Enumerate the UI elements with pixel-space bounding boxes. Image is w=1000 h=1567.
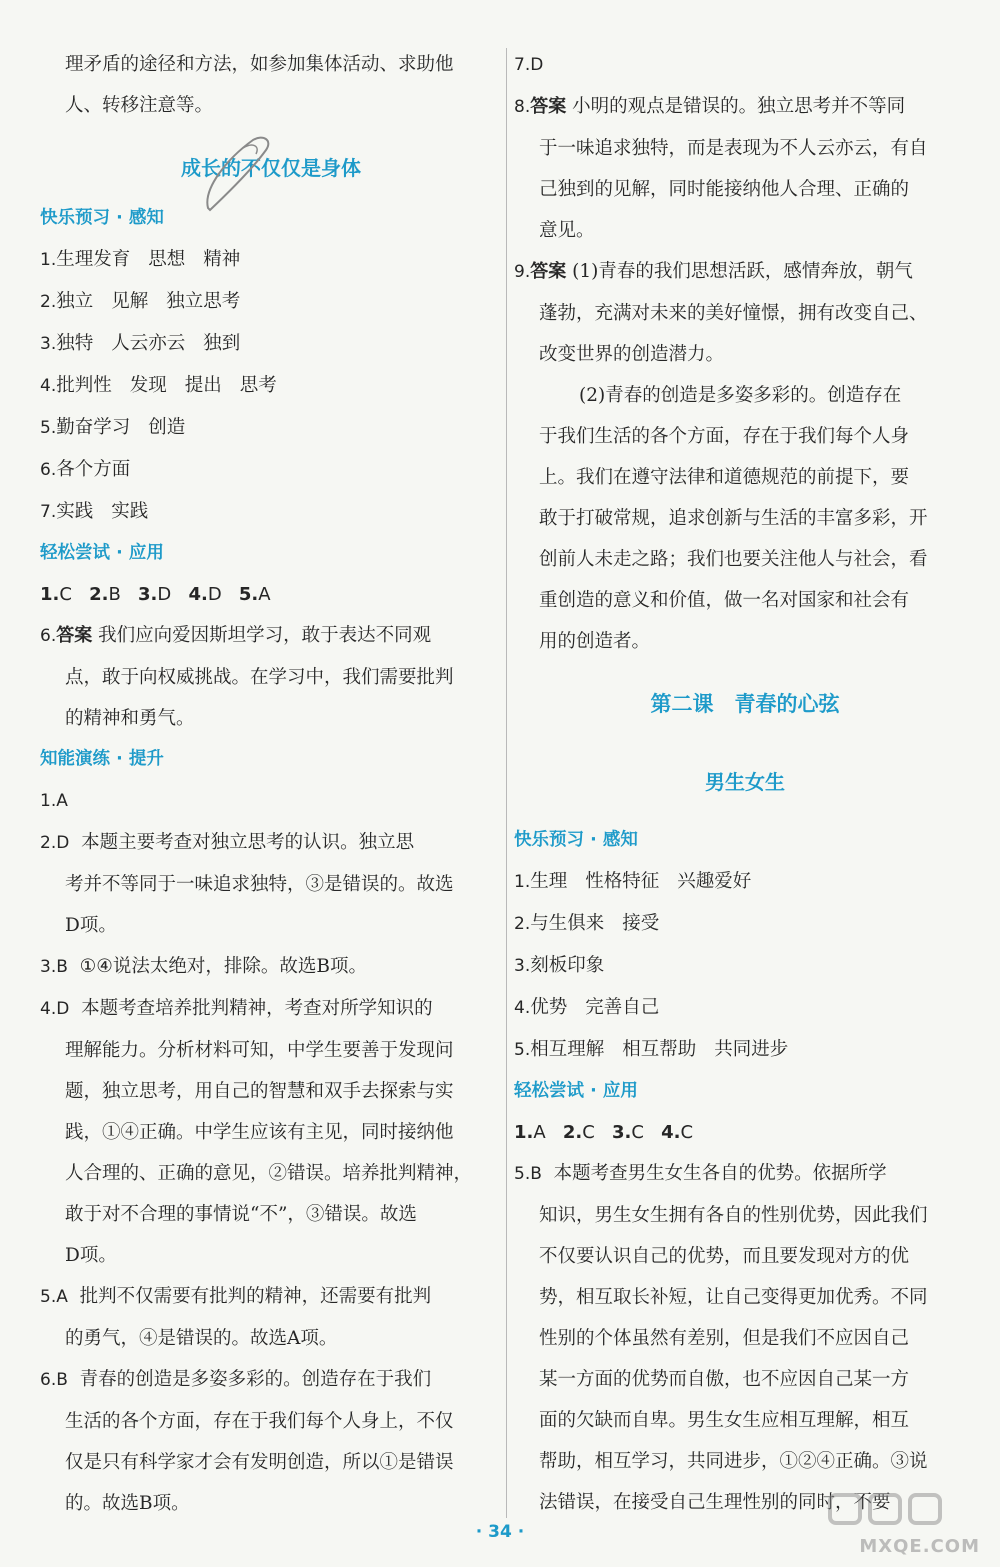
text-line: 创前人未走之路；我们也要关注他人与社会，看	[539, 549, 928, 570]
drill-answers	[40, 780, 502, 1524]
list-item: 1.生理 性格特征 兴趣爱好	[514, 871, 752, 892]
text-line: (2)青春的创造是多姿多彩的。创造存在	[579, 385, 902, 406]
lesson-title: 第二课 青春的心弦	[650, 692, 840, 716]
text-line: 的。故选B项。	[65, 1493, 190, 1514]
list-item: 3.刻板印象	[514, 955, 605, 976]
text-line: 面的欠缺而自卑。男生女生应相互理解，相互	[539, 1410, 910, 1431]
drill-item: 4.D 本题考查培养批判精神，考查对所学知识的	[40, 998, 433, 1019]
text-line: 于一味追求独特，而是表现为不人云亦云，有自	[539, 138, 928, 159]
list-item: 4.优势 完善自己	[514, 997, 660, 1018]
answer-item: 7.D	[514, 55, 544, 75]
text-line: 知识，男生女生拥有各自的性别优势，因此我们	[539, 1205, 928, 1226]
text-line: 生活的各个方面，存在于我们每个人身上，不仅	[65, 1411, 454, 1432]
mc-answers	[514, 1112, 976, 1523]
pencil-scribble-icon	[198, 128, 278, 218]
text-line: 改变世界的创造潜力。	[539, 344, 725, 365]
text-line: 敢于对不合理的事情说“不”，③错误。故选	[65, 1204, 417, 1225]
answer-item: 5.B 本题考查男生女生各自的优势。依据所学	[514, 1163, 887, 1184]
drill-item: 2.D 本题主要考查对独立思考的认识。独立思	[40, 832, 415, 853]
text-line: 的勇气，④是错误的。故选A项。	[65, 1328, 338, 1349]
mc-answer-row: 1.C 2.B 3.D 4.D 5.A	[40, 584, 271, 605]
text-line: 帮助，相互学习，共同进步，①②④正确。③说	[539, 1451, 928, 1472]
drill-item: 5.A 批判不仅需要有批判的精神，还需要有批判	[40, 1286, 432, 1307]
intro-paragraph	[40, 44, 502, 126]
text-line: 法错误，在接受自己生理性别的同时，不要	[539, 1492, 891, 1513]
sub-heading-apply: 轻松尝试 · 应用	[40, 543, 164, 563]
drill-item: 3.B ①④说法太绝对，排除。故选B项。	[40, 956, 367, 977]
text-line: 重创造的意义和价值，做一名对国家和社会有	[539, 590, 910, 611]
list-item: 5.相互理解 相互帮助 共同进步	[514, 1039, 789, 1060]
text-line: D项。	[65, 915, 117, 936]
right-answers	[514, 44, 976, 662]
text-line: 于我们生活的各个方面，存在于我们每个人身	[539, 426, 910, 447]
list-item: 1.生理发育 思想 精神	[40, 249, 241, 270]
answer-line: 点，敢于向权威挑战。在学习中，我们需要批判	[65, 667, 454, 688]
text-line: 考并不等同于一味追求独特，③是错误的。故选	[65, 874, 454, 895]
drill-item: 6.B 青春的创造是多姿多彩的。创造存在于我们	[40, 1369, 432, 1390]
preview-list	[514, 861, 976, 1071]
text-line: 理解能力。分析材料可知，中学生要善于发现问	[65, 1040, 454, 1061]
sub-heading-apply: 轻松尝试 · 应用	[514, 1081, 638, 1101]
text-line: 敢于打破常规，追求创新与生活的丰富多彩，开	[539, 508, 928, 529]
page-number: · 34 ·	[475, 1522, 525, 1542]
sub-heading-preview: 快乐预习 · 感知	[40, 208, 164, 228]
section-title: 男生女生	[705, 770, 785, 794]
answer-line: 6.答案 我们应向爱因斯坦学习，敢于表达不同观	[40, 625, 432, 646]
text-line: 不仅要认识自己的优势，而且要发现对方的优	[539, 1246, 910, 1267]
text-line: 己独到的见解，同时能接纳他人合理、正确的	[539, 179, 910, 200]
list-item: 5.勤奋学习 创造	[40, 417, 186, 438]
left-column	[40, 44, 502, 1524]
text-line: 上。我们在遵守法律和道德规范的前提下，要	[539, 467, 910, 488]
list-item: 3.独特 人云亦云 独到	[40, 333, 241, 354]
section-title: 成长的不仅仅是身体	[181, 156, 361, 180]
text-line: D项。	[65, 1245, 117, 1266]
watermark-text: MXQE.COM	[859, 1536, 980, 1557]
answer-item: 9.答案 (1)青春的我们思想活跃，感情奔放，朝气	[514, 261, 913, 282]
mc-answers	[40, 574, 502, 739]
text-line: 蓬勃，充满对未来的美好憧憬，拥有改变自己、	[539, 303, 928, 324]
text-line: 用的创造者。	[539, 631, 651, 652]
text-line: 意见。	[539, 220, 595, 241]
sub-heading-drill: 知能演练 · 提升	[40, 749, 164, 769]
list-item: 7.实践 实践	[40, 501, 149, 522]
text-line: 人合理的、正确的意见，②错误。培养批判精神，	[65, 1163, 473, 1184]
text-line: 践，①④正确。中学生应该有主见，同时接纳他	[65, 1122, 454, 1143]
list-item: 2.与生俱来 接受	[514, 913, 660, 934]
text-line: 人、转移注意等。	[65, 95, 214, 116]
answer-item: 8.答案 小明的观点是错误的。独立思考并不等同	[514, 96, 906, 117]
preview-list	[40, 239, 502, 533]
text-line: 理矛盾的途径和方法，如参加集体活动、求助他	[65, 54, 454, 75]
answer-line: 的精神和勇气。	[65, 708, 195, 729]
mc-answer-row: 1.A 2.C 3.C 4.C	[514, 1122, 694, 1143]
list-item: 4.批判性 发现 提出 思考	[40, 375, 277, 396]
text-line: 题，独立思考，用自己的智慧和双手去探索与实	[65, 1081, 454, 1102]
drill-item: 1.A	[40, 791, 68, 811]
text-line: 某一方面的优势而自傲，也不应因自己某一方	[539, 1369, 910, 1390]
sub-heading-preview: 快乐预习 · 感知	[514, 830, 638, 850]
watermark-logo-icon	[826, 1489, 946, 1529]
site-watermark	[796, 1489, 986, 1559]
text-line: 性别的个体虽然有差别，但是我们不应因自己	[539, 1328, 910, 1349]
column-divider	[506, 48, 507, 1518]
list-item: 6.各个方面	[40, 459, 131, 480]
list-item: 2.独立 见解 独立思考	[40, 291, 241, 312]
text-line: 势，相互取长补短，让自己变得更加优秀。不同	[539, 1287, 928, 1308]
right-column	[514, 44, 976, 1523]
text-line: 仅是只有科学家才会有发明创造，所以①是错误	[65, 1452, 454, 1473]
